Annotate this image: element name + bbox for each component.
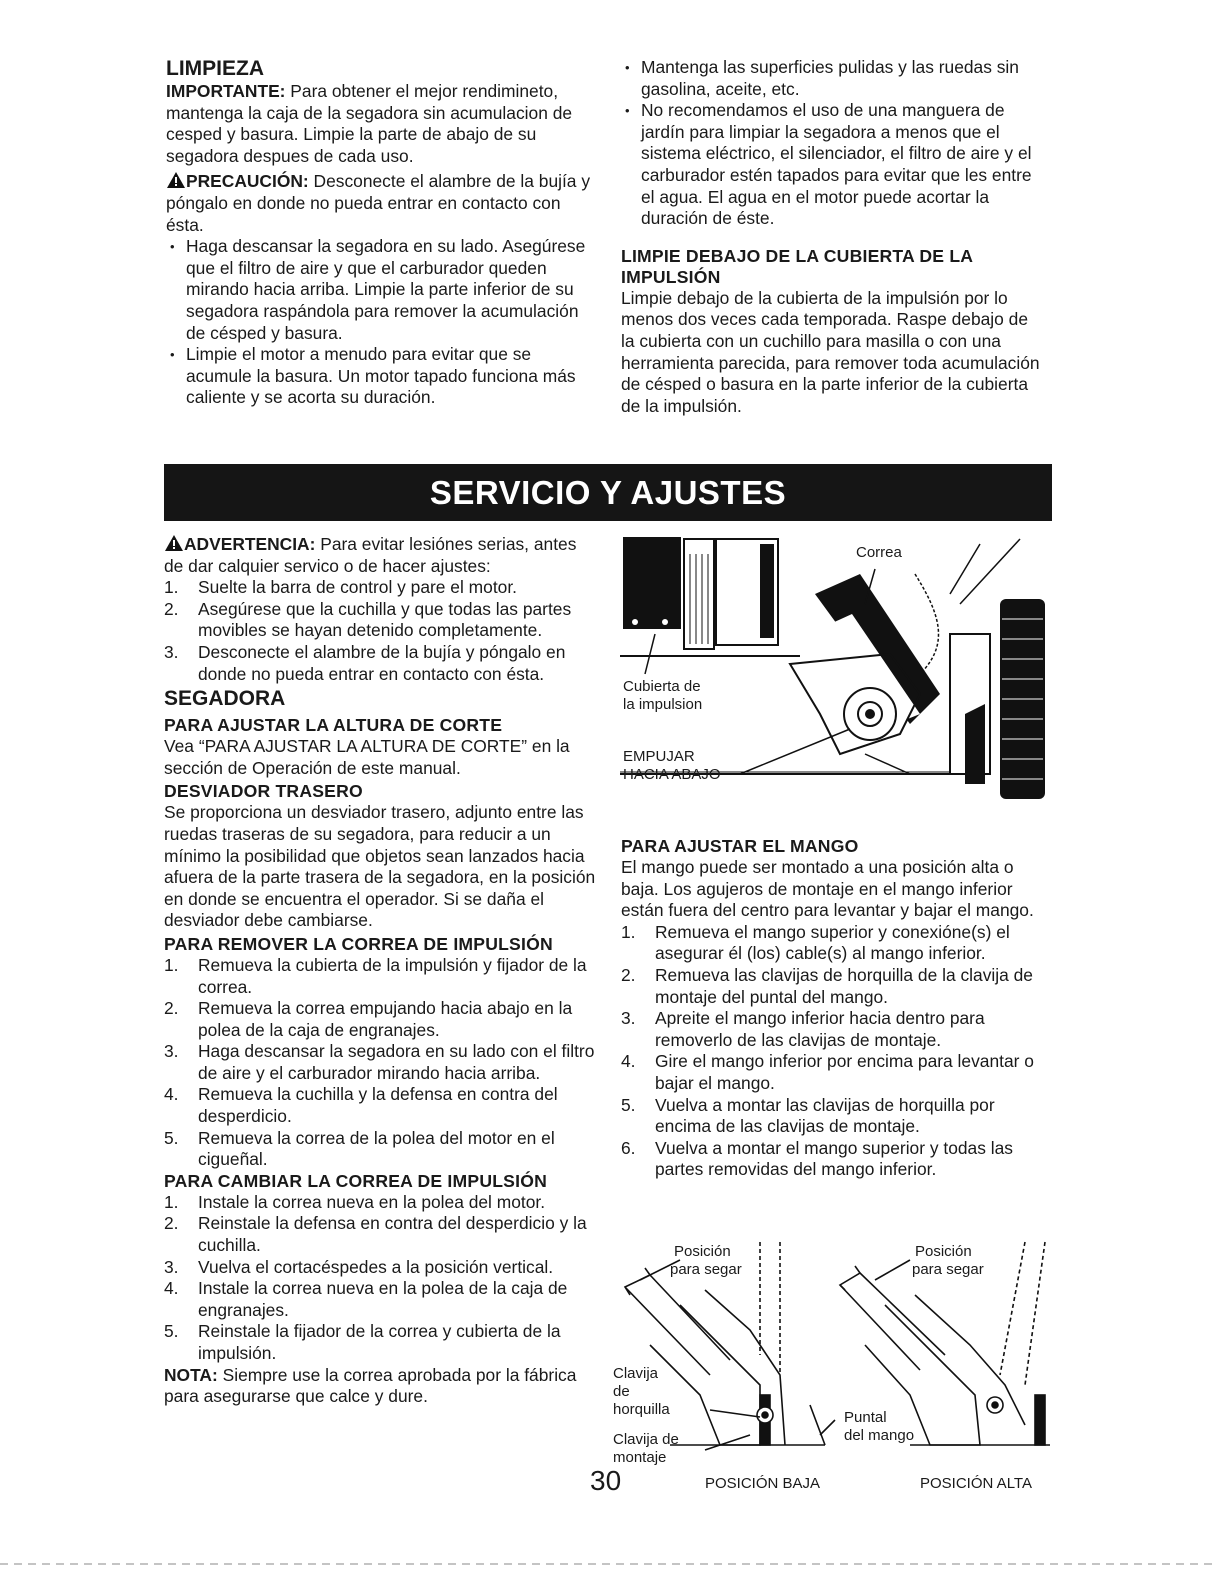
mowing-position-label-left-line1: Posición xyxy=(674,1243,731,1260)
low-position-caption: POSICIÓN BAJA xyxy=(705,1475,821,1492)
push-down-label-line2: HACIA ABAJO xyxy=(623,766,721,783)
high-position-caption: POSICIÓN ALTA xyxy=(920,1475,1032,1492)
handle-section xyxy=(621,836,1051,1181)
section-banner: SERVICIO Y AJUSTES xyxy=(164,464,1052,521)
cleaning-bullets xyxy=(166,236,590,409)
service-left-column xyxy=(164,534,596,1408)
note-label: NOTA: xyxy=(164,1364,218,1385)
step-text: Haga descansar la segadora en su lado con el filtro de aire y el carburador mirando hacia arriba. xyxy=(198,1041,595,1083)
step-number: 1. xyxy=(164,954,179,975)
mount-pin-label-line2: montaje xyxy=(613,1449,667,1466)
list-item xyxy=(164,1213,596,1256)
mowing-position-label-right-line1: Posición xyxy=(915,1243,972,1260)
step-text: Vuelva el cortacéspedes a la posición vertical. xyxy=(198,1256,554,1277)
cleaning-continued xyxy=(621,57,1046,417)
hairpin-label-line1: Clavija xyxy=(613,1365,659,1382)
list-item xyxy=(621,1095,1051,1138)
step-text: Remueva las clavijas de horquilla de la clavija de montaje del puntal del mango. xyxy=(655,964,1033,1007)
change-belt-steps xyxy=(164,1192,596,1365)
list-item xyxy=(621,922,1051,965)
step-text: Instale la correa nueva en la polea del motor. xyxy=(198,1191,546,1212)
step-number: 2. xyxy=(164,1213,179,1234)
step-text: Remueva la correa empujando hacia abajo en la polea de la caja de engranajes. xyxy=(198,998,573,1040)
step-text: Reinstale la fijador de la correa y cubierta de la impulsión. xyxy=(198,1321,561,1363)
drive-cover-label-line2: la impulsion xyxy=(623,696,703,713)
list-item: • Limpie el motor a menudo para evitar que se acumule la basura. Un motor tapado funciona más caliente y se acorta su duración. xyxy=(166,344,590,409)
handle-strut-label-line2: del mango xyxy=(844,1427,915,1444)
mower-title: SEGADORA xyxy=(164,687,286,711)
handle-strut-label-line1: Puntal xyxy=(844,1409,887,1426)
cleaning-title: LIMPIEZA xyxy=(166,57,264,80)
deck-cleaning-title: LIMPIE DEBAJO DE LA CUBIERTA DE LA IMPULSIÓN xyxy=(621,245,973,287)
list-item xyxy=(164,1257,596,1279)
note-text: Siempre use la correa aprobada por la fábrica para asegurarse que calce y dure. xyxy=(164,1364,577,1407)
list-item: • Haga descansar la segadora en su lado. Asegúrese que el filtro de aire y que el carburador queden mirando hacia arriba. Limpie la parte inferior de su segadora raspándola para remover la acumulación de césped y basura. xyxy=(166,236,590,344)
list-item xyxy=(164,577,596,599)
list-item xyxy=(164,1128,596,1171)
list-item xyxy=(621,1008,1051,1051)
list-item xyxy=(164,1084,596,1127)
step-number: 1. xyxy=(164,577,179,598)
mount-pin-label-line1: Clavija de xyxy=(613,1431,679,1448)
caution-label: PRECAUCIÓN: xyxy=(186,171,309,192)
mowing-position-label-left-line2: para segar xyxy=(670,1261,742,1278)
warning-text: Para evitar lesiónes serias, antes de dar calquier servico o de hacer ajustes: xyxy=(164,534,577,576)
caution-text: Desconecte el alambre de la bujía y póngalo en donde no pueda entrar en contacto con ésta. xyxy=(166,171,591,235)
remove-belt-title: PARA REMOVER LA CORREA DE IMPULSIÓN xyxy=(164,933,553,954)
important-paragraph xyxy=(166,81,590,167)
deck-cleaning-text: Limpie debajo de la cubierta de la impulsión por lo menos dos veces cada temporada. Raspe debajo de la cubierta con un cuchillo para masilla o con una herramienta parecida, para remover toda acumulación de césped o basura en la parte inferior de la cubierta de la impulsión. xyxy=(621,287,1040,416)
step-text: Remueva la correa de la polea del motor en el cigueñal. xyxy=(198,1127,555,1170)
step-text: Remueva la cuchilla y la defensa en contra del desperdicio. xyxy=(198,1084,558,1127)
cut-height-title: PARA AJUSTAR LA ALTURA DE CORTE xyxy=(164,715,503,736)
handle-adjust-steps xyxy=(621,922,1051,1181)
change-belt-title: PARA CAMBIAR LA CORREA DE IMPULSIÓN xyxy=(164,1170,547,1191)
step-number: 5. xyxy=(164,1127,179,1148)
step-number: 3. xyxy=(164,1256,179,1277)
step-text: Remueva el mango superior y conexióne(s) el asegurar él (los) cable(s) al mango inferior. xyxy=(655,921,1010,964)
drive-belt-figure xyxy=(620,534,1050,806)
step-number: 3. xyxy=(621,1008,636,1029)
push-down-label-line1: EMPUJAR xyxy=(623,748,695,765)
list-item xyxy=(621,965,1051,1008)
step-number: 2. xyxy=(621,964,636,985)
list-item xyxy=(164,1041,596,1084)
list-item xyxy=(164,599,596,642)
step-text: Suelte la barra de control y pare el motor. xyxy=(198,577,518,598)
step-number: 1. xyxy=(621,921,636,942)
list-item xyxy=(164,1321,596,1364)
step-text: Asegúrese que la cuchilla y que todas las partes movibles se hayan detenido completamente. xyxy=(198,598,572,641)
step-number: 4. xyxy=(164,1278,179,1299)
step-number: 4. xyxy=(164,1084,179,1105)
step-text: Remueva la cubierta de la impulsión y fijador de la correa. xyxy=(198,954,587,997)
surface-bullets xyxy=(621,57,1046,230)
step-text: Apreite el mango inferior hacia dentro para removerlo de las clavijas de montaje. xyxy=(655,1008,985,1050)
step-number: 5. xyxy=(164,1321,179,1342)
step-text: Reinstale la defensa en contra del desperdicio y la cuchilla. xyxy=(198,1213,587,1256)
step-text: Desconecte el alambre de la bujía y póngalo en donde no pueda entrar en contacto con ésta. xyxy=(198,641,566,684)
handle-adjust-text: El mango puede ser montado a una posición alta o baja. Los agujeros de montaje en el mango inferior están fuera del centro para levantar y bajar el mango. xyxy=(621,857,1034,921)
list-item xyxy=(164,1192,596,1214)
remove-belt-steps xyxy=(164,955,596,1171)
drive-cover-label-line1: Cubierta de xyxy=(623,678,701,695)
handle-position-figure xyxy=(610,1235,1055,1497)
list-item: • Mantenga las superficies pulidas y las ruedas sin gasolina, aceite, etc. xyxy=(621,57,1046,100)
warning-steps xyxy=(164,577,596,685)
list-item xyxy=(164,1278,596,1321)
list-item xyxy=(621,1138,1051,1181)
caution-paragraph xyxy=(166,171,590,236)
important-text: Para obtener el mejor rendimineto, mantenga la caja de la segadora sin acumulacion de cesped y basura. Limpie la parte de abajo de su segadora despues de cada uso. xyxy=(166,81,573,166)
note-paragraph xyxy=(164,1365,596,1408)
warning-paragraph xyxy=(164,534,596,577)
step-text: Vuelva a montar las clavijas de horquilla por encima de las clavijas de montaje. xyxy=(655,1094,995,1137)
page-number: 30 xyxy=(590,1465,622,1496)
rear-deflector-title: DESVIADOR TRASERO xyxy=(164,781,363,802)
warning-icon xyxy=(164,534,184,552)
hairpin-label-line3: horquilla xyxy=(613,1401,670,1418)
page-bottom-edge xyxy=(0,1563,1213,1565)
rear-deflector-text: Se proporciona un desviador trasero, adjunto entre las ruedas traseras de su segadora, para reducir a un mínimo la posibilidad que objetos sean lanzados hacia afuera de la parte trasera de la segadora, en la posición en donde se encuentra el operador. Si se daña el desviador debe cambiarse. xyxy=(164,802,596,931)
step-number: 3. xyxy=(164,641,179,662)
step-number: 2. xyxy=(164,598,179,619)
step-text: Gire el mango inferior por encima para levantar o bajar el mango. xyxy=(655,1051,1034,1093)
mowing-position-label-right-line2: para segar xyxy=(912,1261,984,1278)
step-number: 1. xyxy=(164,1191,179,1212)
list-item xyxy=(621,1051,1051,1094)
list-item xyxy=(164,642,596,685)
hairpin-label-line2: de xyxy=(613,1383,630,1400)
step-text: Vuelva a montar el mango superior y todas las partes removidas del mango inferior. xyxy=(655,1137,1013,1180)
step-number: 5. xyxy=(621,1094,636,1115)
cut-height-text: Vea “PARA AJUSTAR LA ALTURA DE CORTE” en la sección de Operación de este manual. xyxy=(164,736,570,778)
cleaning-section xyxy=(166,57,590,409)
handle-adjust-title: PARA AJUSTAR EL MANGO xyxy=(621,836,859,856)
list-item: • No recomendamos el uso de una manguera de jardín para limpiar la segadora a menos que el sistema eléctrico, el silenciador, el filtro de aire y el carburador estén tapados para evitar que les entre el agua. El agua en el motor puede acortar la duración de éste. xyxy=(621,100,1046,230)
step-number: 4. xyxy=(621,1051,636,1072)
step-number: 3. xyxy=(164,1041,179,1062)
step-number: 2. xyxy=(164,998,179,1019)
step-number: 6. xyxy=(621,1137,636,1158)
list-item xyxy=(164,998,596,1041)
step-text: Instale la correa nueva en la polea de la caja de engranajes. xyxy=(198,1278,568,1320)
warning-icon xyxy=(166,171,186,189)
important-label: IMPORTANTE: xyxy=(166,81,286,101)
warning-label: ADVERTENCIA: xyxy=(184,534,316,554)
list-item xyxy=(164,955,596,998)
belt-label: Correa xyxy=(856,544,902,561)
